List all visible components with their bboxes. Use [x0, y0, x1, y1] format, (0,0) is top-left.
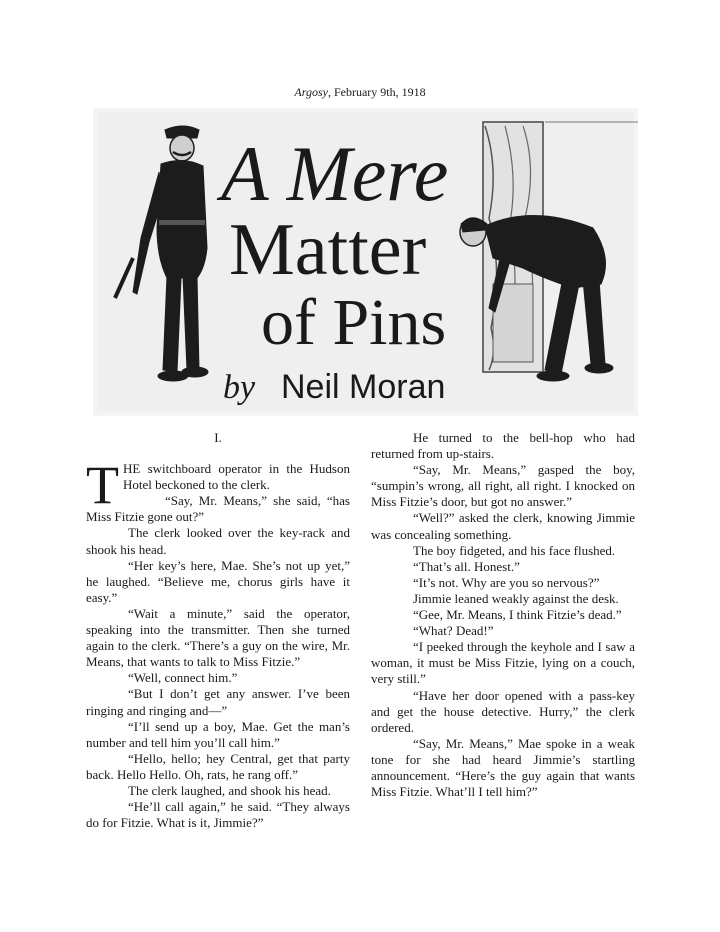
story-paragraph: “Have her door opened with a pass-key and get the house detective. Hurry,” the clerk ordered. — [371, 687, 635, 735]
source-line — [0, 85, 720, 100]
story-paragraph: “I peeked through the keyhole and I saw a woman, it must be Miss Fitzie, lying on a couch, very still.” — [371, 639, 635, 687]
story-paragraph: “Say, Mr. Means,” gasped the boy, “sumpin’s wrong, all right, all right. I knocked on Miss Fitzie’s door, but got no answer.” — [371, 462, 635, 510]
publication-date: , February 9th, 1918 — [327, 85, 426, 99]
story-paragraph: “But I don’t get any answer. I’ve been ringing and ringing and—” — [86, 686, 350, 718]
title-illustration — [93, 108, 638, 416]
drop-cap: T — [86, 455, 119, 516]
story-paragraph: “He’ll call again,” he said. “They always do for Fitzie. What is it, Jimmie?” — [86, 799, 350, 831]
story-paragraph: He turned to the bell-hop who had returned from up-stairs. — [371, 430, 635, 462]
story-paragraph: “Hello, hello; hey Central, get that party back. Hello Hello. Oh, rats, he rang off.” — [86, 750, 350, 782]
title-line-1: A Mere — [221, 130, 449, 217]
story-paragraph: Jimmie leaned weakly against the desk. — [413, 590, 619, 606]
story-paragraph: “Say, Mr. Means,” Mae spoke in a weak tone for she had heard Jimmie’s startling announcement. “Here’s the guy again that wants Miss Fitzie. What’ll I tell him?” — [371, 735, 635, 800]
story-paragraph: “Her key’s here, Mae. She’s not up yet,” he laughed. “Believe me, chorus girls have it easy.” — [86, 557, 350, 605]
story-paragraph: “Gee, Mr. Means, I think Fitzie’s dead.” — [413, 607, 622, 623]
story-paragraph: The clerk looked over the key-rack and shook his head. — [86, 525, 350, 557]
story-paragraph: “Say, Mr. Means,” she said, “has Miss Fitzie gone out?” — [86, 493, 350, 525]
byline-prefix: by — [223, 369, 256, 406]
story-paragraph: “I’ll send up a boy, Mae. Get the man’s number and tell him you’ll call him.” — [86, 718, 350, 750]
story-paragraph: “It’s not. Why are you so nervous?” — [413, 574, 600, 590]
author-name: Neil Moran — [281, 368, 446, 406]
story-paragraph: The boy fidgeted, and his face flushed. — [413, 542, 616, 558]
section-number: I. — [214, 430, 222, 445]
story-paragraph: THE switchboard operator in the Hudson Hotel beckoned to the clerk. — [86, 455, 350, 516]
title-line-2: Matter — [229, 209, 427, 291]
publication-name: Argosy — [294, 85, 328, 99]
story-paragraph: “What? Dead!” — [413, 623, 494, 639]
story-column-right — [371, 430, 635, 800]
story-paragraph: “That’s all. Honest.” — [413, 558, 520, 574]
story-paragraph: “Well?” asked the clerk, knowing Jimmie was concealing something. — [371, 510, 635, 542]
story-paragraph: “Wait a minute,” said the operator, speaking into the transmitter. Then she turned again to the clerk. “There’s a guy on the wire, Mr. Means, that wants to talk to Miss Fitzie.” — [86, 605, 350, 670]
story-paragraph: The clerk laughed, and shook his head. — [128, 782, 331, 798]
story-paragraph: “Well, connect him.” — [128, 670, 238, 686]
story-column-left — [86, 430, 350, 831]
title-line-3: of Pins — [261, 286, 447, 359]
